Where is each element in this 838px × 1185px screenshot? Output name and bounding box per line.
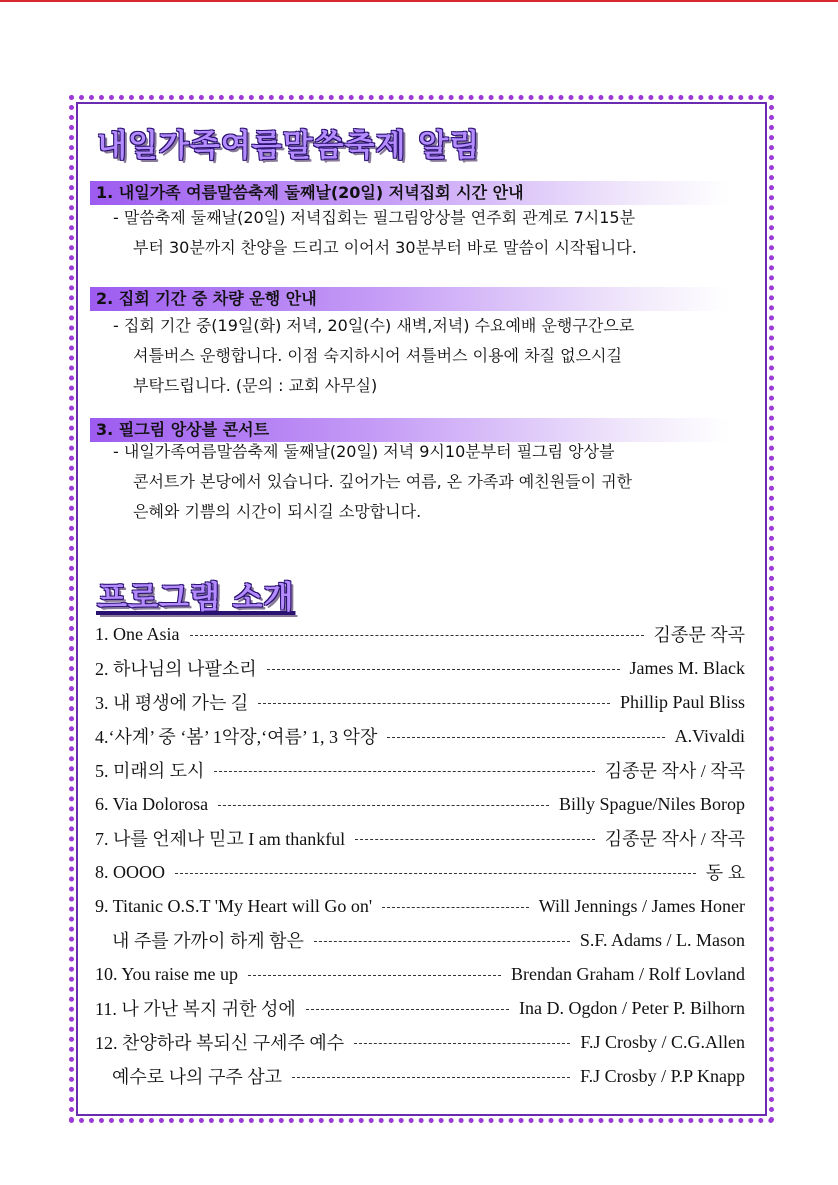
program-item-author: James M. Black xyxy=(629,657,745,678)
program-item-title: 10. You raise me up xyxy=(95,963,238,984)
program-item-author: A.Vivaldi xyxy=(674,725,745,746)
program-item-title: 11. 나 가난 복지 귀한 성에 xyxy=(95,999,296,1019)
section-3-line-3: 은혜와 기쁨의 시간이 되시길 소망합니다. xyxy=(133,502,422,521)
leader-dots xyxy=(387,737,664,738)
program-item-author: F.J Crosby / P.P Knapp xyxy=(580,1065,745,1086)
section-2-title: 2. 집회 기간 중 차량 운행 안내 xyxy=(96,289,317,308)
section-1-line-2: 부터 30분까지 찬양을 드리고 이어서 30분부터 바로 말씀이 시작됩니다. xyxy=(133,238,637,257)
program-item-author: Brendan Graham / Rolf Lovland xyxy=(511,963,745,984)
program-item xyxy=(95,687,745,717)
program-item-title: 8. OOOO xyxy=(95,861,165,882)
program-item-author: Ina D. Ogdon / Peter P. Bilhorn xyxy=(519,997,745,1018)
leader-dots xyxy=(258,703,610,704)
program-item xyxy=(95,959,745,989)
section-1-body xyxy=(113,203,745,263)
leader-dots xyxy=(355,839,595,840)
program-item-title: 4.‘사계’ 중 ‘봄’ 1악장,‘여름’ 1, 3 악장 xyxy=(95,727,378,747)
top-red-rule xyxy=(0,0,838,2)
program-item-author: Will Jennings / James Honer xyxy=(538,895,745,916)
section-1-title: 1. 내일가족 여름말씀축제 둘째날(20일) 저녁집회 시간 안내 xyxy=(96,183,524,202)
program-item-author: 김종문 작사 / 작곡 xyxy=(604,761,745,781)
section-3-title: 3. 필그림 앙상블 콘서트 xyxy=(96,420,270,439)
section-3-line-2: 콘서트가 본당에서 있습니다. 깊어가는 여름, 온 가족과 예친원들이 귀한 xyxy=(133,472,633,491)
program-item xyxy=(95,789,745,819)
leader-dots xyxy=(214,771,594,772)
leader-dots xyxy=(354,1043,570,1044)
program-item xyxy=(95,891,745,921)
program-item-author: 동 요 xyxy=(705,863,745,883)
leader-dots xyxy=(267,669,620,670)
program-item-title: 6. Via Dolorosa xyxy=(95,793,209,814)
section-1-line-1: - 말씀축제 둘째날(20일) 저녁집회는 필그림앙상블 연주회 관계로 7시15분 xyxy=(113,208,636,227)
program-item xyxy=(95,993,745,1023)
program-item-author: Phillip Paul Bliss xyxy=(619,691,745,712)
program-item-title: 5. 미래의 도시 xyxy=(95,761,205,781)
program-item-title: 내 주를 가까이 하게 함은 xyxy=(112,931,304,951)
leader-dots xyxy=(292,1077,570,1078)
leader-dots xyxy=(382,907,529,908)
program-item-title: 9. Titanic O.S.T 'My Heart will Go on' xyxy=(95,895,373,916)
section-3-line-1: - 내일가족여름말씀축제 둘째날(20일) 저녁 9시10분부터 필그림 앙상블 xyxy=(113,442,615,461)
leader-dots xyxy=(190,635,644,636)
program-item-title: 12. 찬양하라 복되신 구세주 예수 xyxy=(95,1033,345,1053)
section-2-line-3: 부탁드립니다. (문의 : 교회 사무실) xyxy=(133,376,378,395)
program-item-title: 3. 내 평생에 가는 길 xyxy=(95,693,249,713)
program-item xyxy=(95,823,745,853)
program-item xyxy=(112,1061,745,1091)
program-item xyxy=(95,619,745,649)
program-item xyxy=(95,721,745,751)
program-item-author: F.J Crosby / C.G.Allen xyxy=(580,1031,745,1052)
program-item-title: 7. 나를 언제나 믿고 I am thankful xyxy=(95,829,346,849)
program-item xyxy=(95,755,745,785)
program-item-author: Billy Spague/Niles Borop xyxy=(559,793,745,814)
leader-dots xyxy=(218,805,549,806)
page-title: 내일가족여름말씀축제 알림 xyxy=(97,128,481,164)
program-item xyxy=(112,925,745,955)
program-item xyxy=(95,653,745,683)
section-2-line-1: - 집회 기간 중(19일(화) 저녁, 20일(수) 새벽,저녁) 수요예배 운행구간으로 xyxy=(113,316,635,335)
leader-dots xyxy=(306,1009,509,1010)
program-item-title: 2. 하나님의 나팔소리 xyxy=(95,659,257,679)
program-item-author: 김종문 작곡 xyxy=(653,625,745,645)
program-item xyxy=(95,1027,745,1057)
program-item xyxy=(95,857,745,887)
leader-dots xyxy=(248,975,501,976)
section-2-line-2: 셔틀버스 운행합니다. 이점 숙지하시어 셔틀버스 이용에 차질 없으시길 xyxy=(133,346,622,365)
program-item-author: 김종문 작사 / 작곡 xyxy=(604,829,745,849)
program-item-title: 1. One Asia xyxy=(95,623,180,644)
leader-dots xyxy=(314,941,570,942)
section-3-body xyxy=(113,437,745,527)
leader-dots xyxy=(175,873,696,874)
program-item-author: S.F. Adams / L. Mason xyxy=(579,929,745,950)
program-heading: 프로그램 소개 xyxy=(97,580,295,616)
section-2-body xyxy=(113,311,745,401)
program-item-title: 예수로 나의 구주 삼고 xyxy=(112,1067,282,1087)
